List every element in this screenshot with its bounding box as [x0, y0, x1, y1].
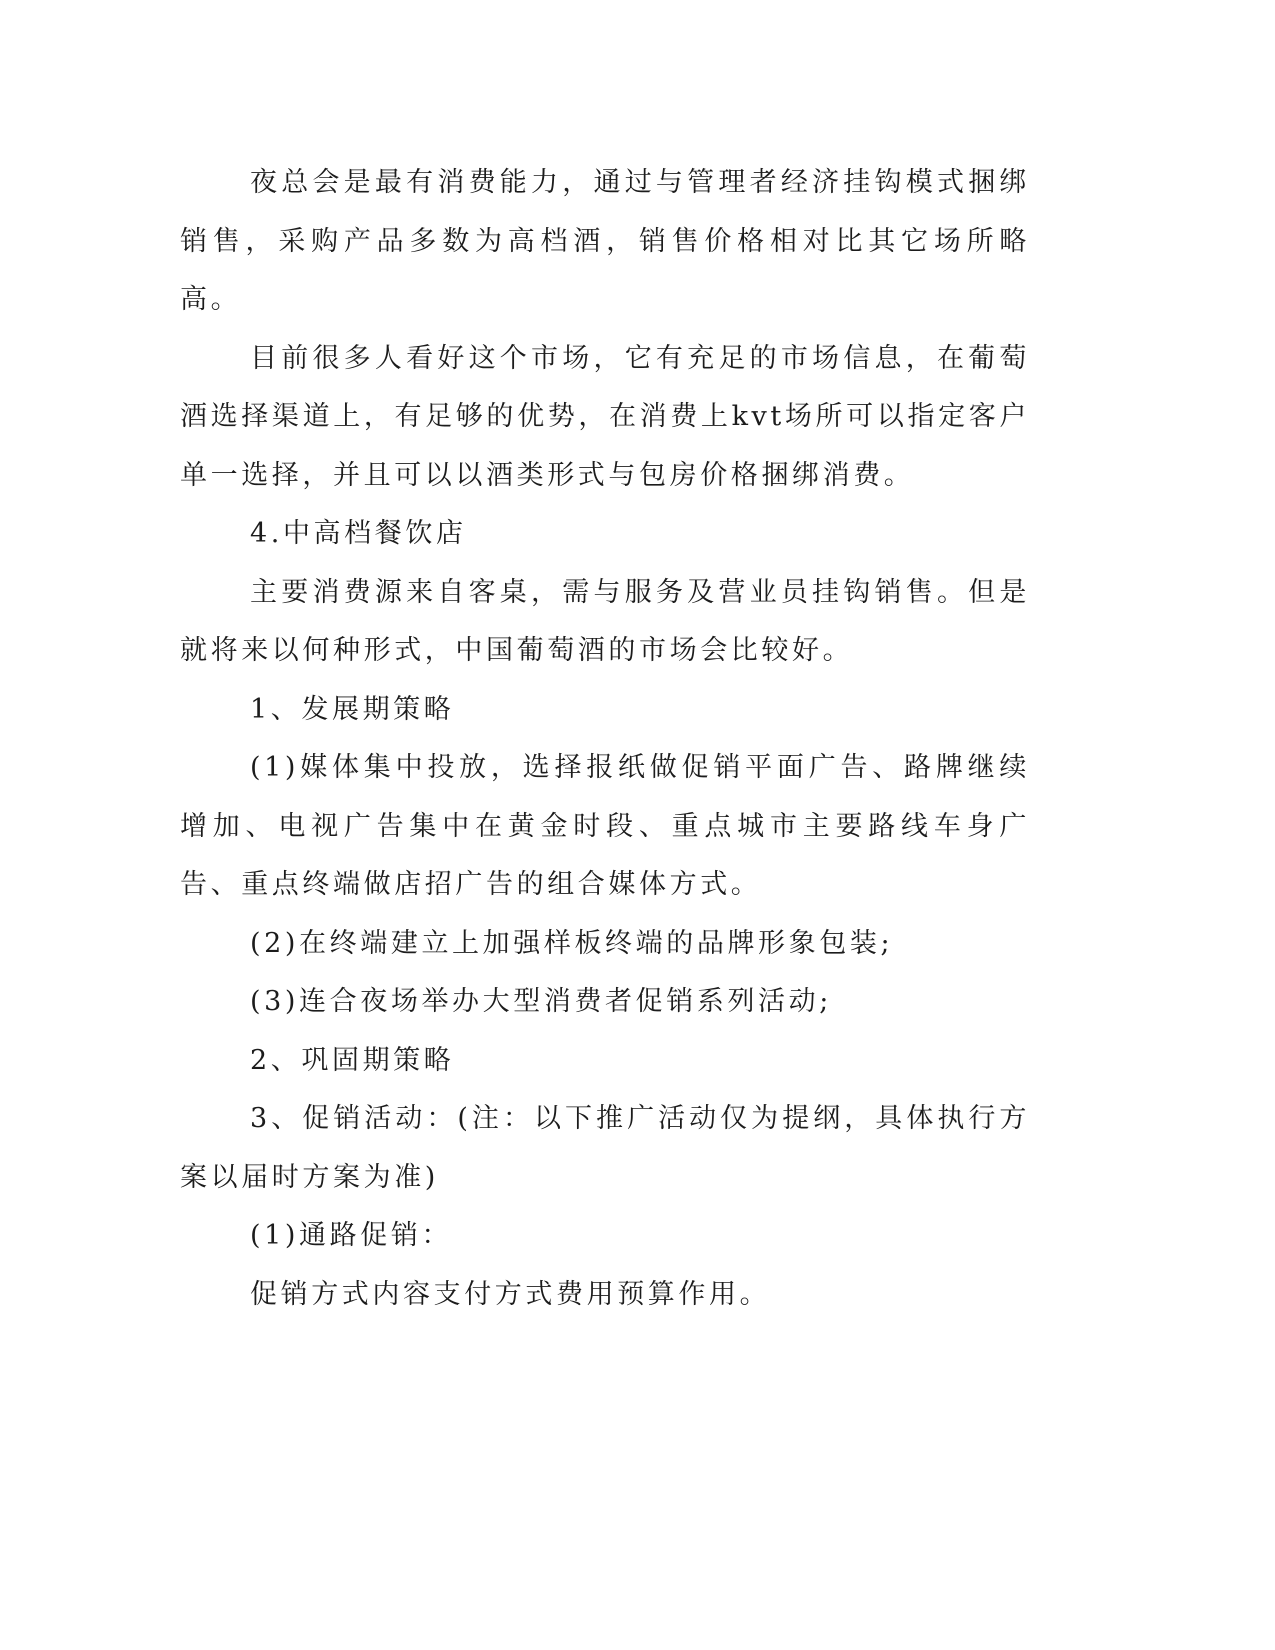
heading-consolidation-strategy: 2、巩固期策略	[250, 1044, 455, 1076]
paragraph-promo-method: 促销方式内容支付方式费用预算作用。	[250, 1278, 771, 1310]
heading-channel-promo: (1)通路促销：	[250, 1220, 453, 1251]
document-body	[180, 154, 1030, 1324]
paragraph-market-outlook: 目前很多人看好这个市场，它有充足的市场信息，在葡萄酒选择渠道上，有足够的优势，在消费上kvt场所可以指定客户单一选择，并且可以以酒类形式与包房价格捆绑消费。	[180, 342, 1030, 491]
paragraph-promotions: 3、促销活动：(注：以下推广活动仅为提纲，具体执行方案以届时方案为准)	[180, 1103, 1030, 1193]
paragraph-terminal-branding: (2)在终端建立上加强样板终端的品牌形象包装;	[250, 927, 894, 959]
paragraph-restaurants: 主要消费源来自客桌，需与服务及营业员挂钩销售。但是就将来以何种形式，中国葡萄酒的市场会比较好。	[180, 576, 1030, 666]
paragraph-nightlife-promo: (3)连合夜场举办大型消费者促销系列活动;	[250, 986, 832, 1017]
paragraph-nightclub: 夜总会是最有消费能力，通过与管理者经济挂钩模式捆绑销售，采购产品多数为高档酒，销售价格相对比其它场所略高。	[180, 167, 1030, 315]
heading-development-strategy: 1、发展期策略	[250, 693, 455, 725]
heading-restaurants: 4.中高档餐饮店	[250, 518, 467, 549]
paragraph-media: (1)媒体集中投放，选择报纸做促销平面广告、路牌继续增加、电视广告集中在黄金时段、重点城市主要路线车身广告、重点终端做店招广告的组合媒体方式。	[180, 752, 1030, 900]
